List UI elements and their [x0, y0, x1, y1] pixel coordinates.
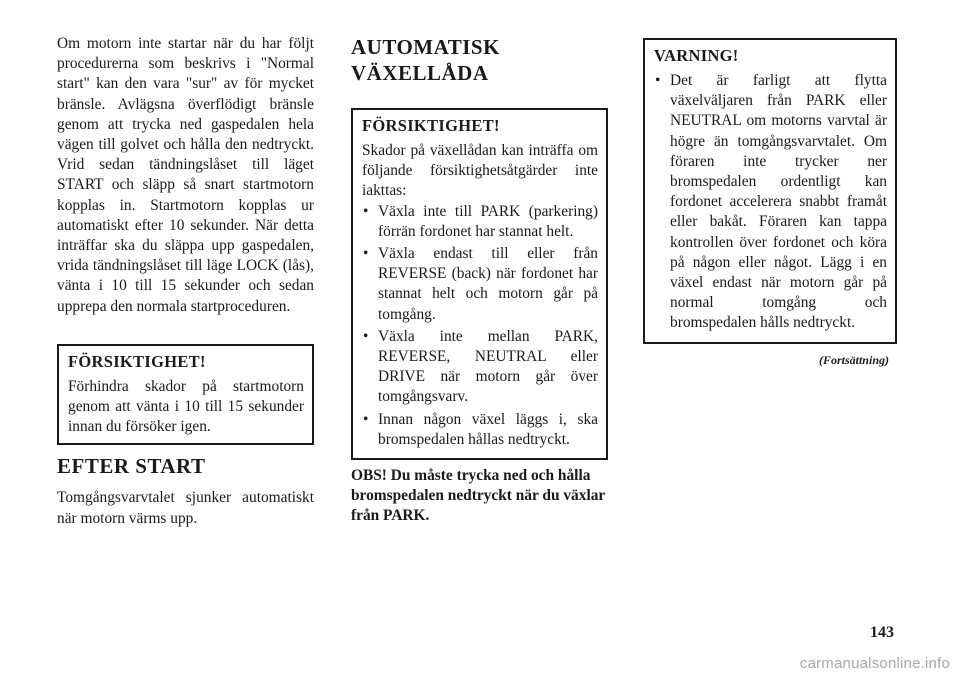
- intro-paragraph: Om motorn inte startar när du har följt procedurerna som beskrivs i "Normal start" kan den vara "sur" av för mycket bränsle. Avlägsna överflödigt bränsle genom att trycka ned gaspedalen hela vägen till golvet och hålla den nedtryckt. Vrid sedan tändningslåset till läget START och släpp så snart startmotorn kopplas in. Startmotorn kopplas ur automatiskt efter 10 sekunder. När detta inträffar ska du släppa upp gaspedalen, vrida tändningslåset till läge LOCK (lås), vänta i 10 till 15 sekunder och sedan upprepa den normala startproceduren.: [57, 35, 314, 315]
- column-middle: [351, 34, 608, 527]
- warning-title: VARNING!: [654, 46, 739, 65]
- continued-label: (Fortsättning): [818, 352, 889, 367]
- caution-box-transmission: [351, 108, 608, 460]
- section-heading-automatisk: [351, 34, 608, 86]
- heading-line-2: VÄXELLÅDA: [351, 61, 489, 85]
- note-paragraph: OBS! Du måste trycka ned och hålla bromspedalen nedtryckt när du växlar från PARK.: [351, 467, 605, 525]
- caution-title: FÖRSIKTIGHET!: [362, 116, 500, 135]
- column-left: [57, 34, 314, 529]
- heading-line-1: AUTOMATISK: [351, 35, 500, 59]
- caution-title: FÖRSIKTIGHET!: [68, 351, 206, 371]
- watermark: carmanualsonline.info: [799, 655, 950, 672]
- caution-box: [57, 344, 314, 446]
- caution-list: [362, 202, 598, 450]
- caution-intro: Skador på växellådan kan inträffa om följande försiktighetsåtgärder inte iakttas:: [362, 142, 598, 200]
- list-item: • Växla inte mellan PARK, REVERSE, NEUTRAL eller DRIVE när motorn går över tomgångsvarv.: [362, 327, 598, 408]
- column-right: [643, 38, 897, 370]
- section-text: Tomgångsvarvtalet sjunker automatiskt när motorn värms upp.: [57, 489, 314, 527]
- list-item: • Växla endast till eller från REVERSE (back) när fordonet har stannat helt och motorn går på tomgång.: [362, 244, 598, 325]
- caution-text: Förhindra skador på startmotorn genom att vänta i 10 till 15 sekunder innan du försöker igen.: [68, 377, 304, 436]
- list-item: • Det är farligt att flytta växelväljaren från PARK eller NEUTRAL om motorns varvtal är högre än tomgångsvarvtalet. Om föraren inte trycker ner bromspedalen ordentligt kan fordonet accelerera snabbt framåt eller bakåt. Föraren kan tappa kontrollen över fordonet och köra på någon eller något. Lägg i en växel endast när motorn går på normal tomgång och bromspedalen hålls nedtryckt.: [654, 71, 887, 334]
- page-number: 143: [870, 624, 894, 641]
- list-item: • Innan någon växel läggs i, ska bromspedalen hållas nedtryckt.: [362, 410, 598, 450]
- section-heading-efter-start: EFTER START: [57, 454, 206, 479]
- warning-box: [643, 38, 897, 344]
- list-item: • Växla inte till PARK (parkering) förrän fordonet har stannat helt.: [362, 202, 598, 242]
- warning-list: [654, 71, 887, 334]
